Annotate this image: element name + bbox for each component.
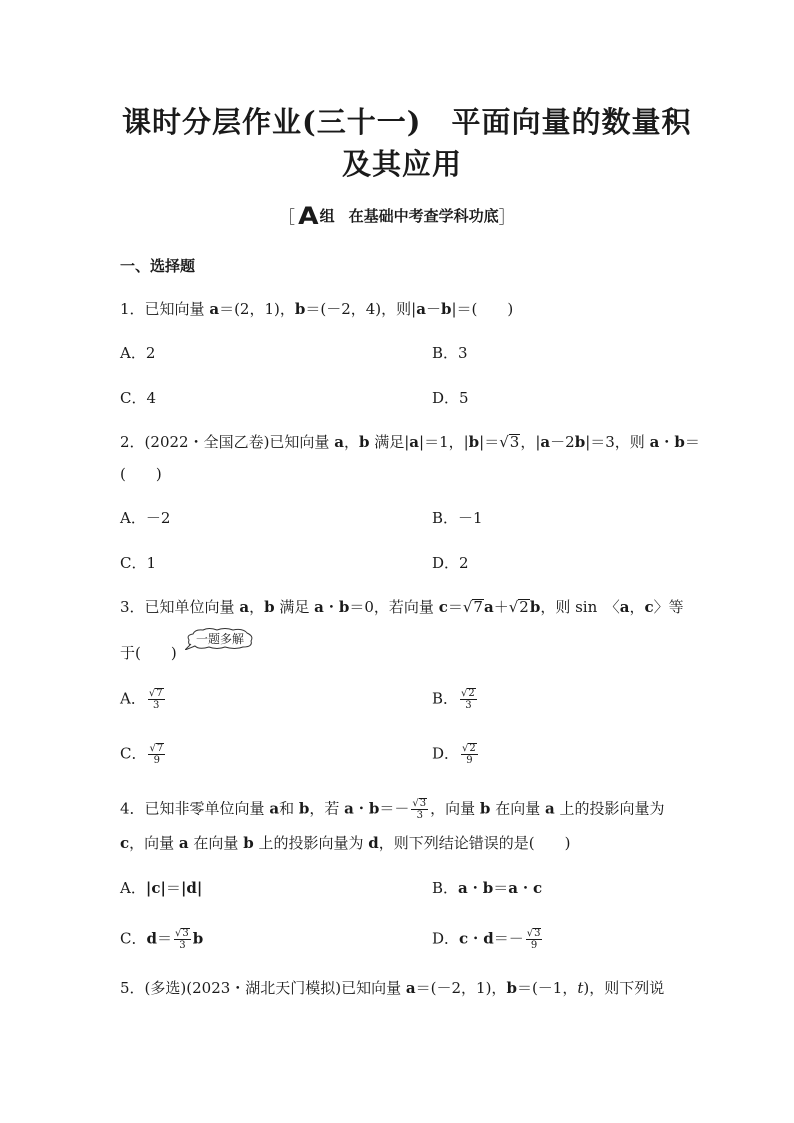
q1-option-c: C．4	[120, 389, 157, 407]
q3-option-c: C． $\frac{√7}{9}$	[120, 743, 164, 766]
q2-option-c: C．1	[120, 554, 157, 572]
question-4: 4．已知非零单位向量 a和 b，若 a・b＝－ $\frac{√3}{3}$ ，向量 b 在向量 a 上的投影向量为	[120, 798, 665, 821]
group-zu: 组	[319, 207, 335, 225]
question-3-line-2: 于( )	[120, 644, 177, 662]
group-text: 在基础中考查学科功底	[348, 207, 499, 225]
q4-option-d: D．c・d＝－ $\frac{√3}{9}$	[432, 928, 541, 951]
section-heading: 一、选择题	[120, 257, 196, 275]
title-line-2: 及其应用	[342, 147, 463, 181]
sqrt-3: √3	[499, 433, 520, 451]
q1-option-a: A．2	[120, 344, 156, 362]
question-4-line-2: c，向量 a 在向量 b 上的投影向量为 d，则下列结论错误的是( )	[120, 834, 571, 852]
q1-option-d: D．5	[432, 389, 469, 407]
group-letter: A	[298, 201, 319, 230]
question-1: 1．已知向量 a＝(2，1)，b＝(－2，4)，则|a－b|＝( )	[120, 300, 514, 318]
q3-option-a: A． $\frac{√7}{3}$	[120, 688, 163, 711]
question-2: 2．(2022・全国乙卷)已知向量 a，b 满足|a|＝1，|b|＝√3，|a－2b|＝3，则 a・b＝	[120, 433, 700, 451]
one-problem-many-solutions-badge: 一题多解	[185, 628, 255, 650]
q2-option-b: B．－1	[432, 509, 483, 527]
group-heading	[278, 203, 516, 228]
title-line-1: 课时分层作业(三十一) 平面向量的数量积	[122, 105, 692, 139]
q4-option-a: A．|c|＝|d|	[120, 879, 203, 897]
question-5: 5．(多选)(2023・湖北天门模拟)已知向量 a＝(－2，1)，b＝(－1，t)，则下列说	[120, 979, 665, 997]
q2-option-a: A．－2	[120, 509, 171, 527]
open-bracket: ［	[278, 208, 295, 228]
question-2-line-2: ( )	[120, 465, 162, 483]
close-bracket: ］	[498, 208, 516, 228]
q1-option-b: B．3	[432, 344, 468, 362]
q3-option-d: D． $\frac{√2}{9}$	[432, 743, 476, 766]
q4-option-c: C．d＝ $\frac{√3}{3}$ b	[120, 928, 204, 951]
q2-option-d: D．2	[432, 554, 469, 572]
q3-option-b: B． $\frac{√2}{3}$	[432, 688, 475, 711]
question-3: 3．已知单位向量 a，b 满足 a・b＝0，若向量 c＝√7a＋√2b，则 sin 〈a，c〉等	[120, 598, 684, 616]
q4-option-b: B．a・b＝a・c	[432, 879, 543, 897]
